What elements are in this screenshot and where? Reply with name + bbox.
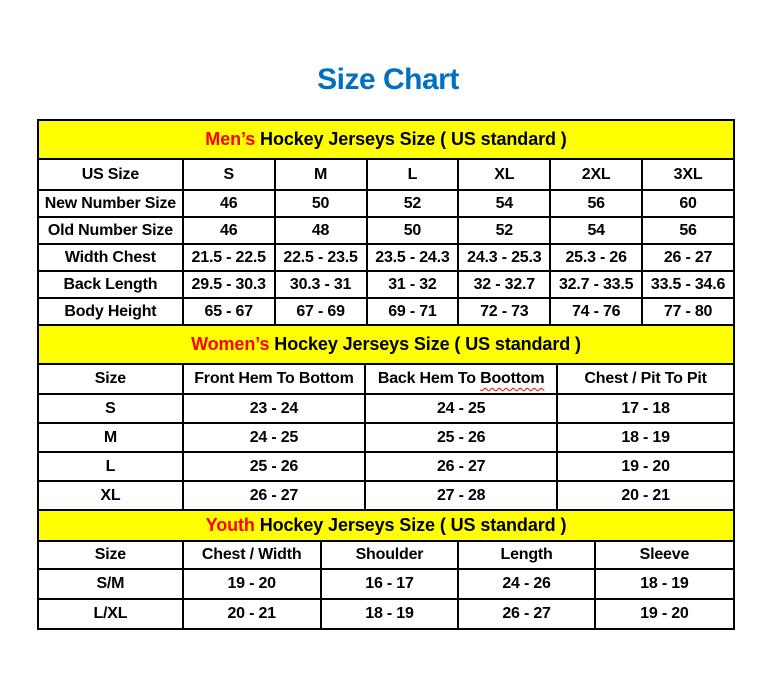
mens-table-row <box>38 271 734 298</box>
row-label: S/M <box>38 569 183 599</box>
mens-column-header: XL <box>458 159 550 190</box>
womens-size-table <box>37 324 735 511</box>
table-cell: 50 <box>275 190 367 217</box>
mens-size-table <box>37 119 735 326</box>
womens-banner-accent: Women’s <box>191 334 270 354</box>
mens-column-header: L <box>367 159 459 190</box>
womens-column-header: Front Hem To Bottom <box>183 364 365 394</box>
womens-banner-text: Hockey Jerseys Size ( US standard ) <box>269 334 581 354</box>
table-cell: 17 - 18 <box>557 394 734 423</box>
row-label: L <box>38 452 183 481</box>
table-cell: 56 <box>550 190 642 217</box>
womens-table-row <box>38 452 734 481</box>
table-cell: 52 <box>367 190 459 217</box>
youth-column-header: Size <box>38 541 183 569</box>
row-label: S <box>38 394 183 423</box>
youth-column-header: Length <box>458 541 594 569</box>
table-cell: 23.5 - 24.3 <box>367 244 459 271</box>
womens-column-header <box>365 364 557 394</box>
table-cell: 31 - 32 <box>367 271 459 298</box>
womens-column-header: Chest / Pit To Pit <box>557 364 734 394</box>
table-cell: 67 - 69 <box>275 298 367 325</box>
table-cell: 19 - 20 <box>557 452 734 481</box>
womens-table-row <box>38 394 734 423</box>
size-tables-container <box>37 119 735 630</box>
row-label: M <box>38 423 183 452</box>
womens-header-row <box>38 364 734 394</box>
table-cell: 21.5 - 22.5 <box>183 244 275 271</box>
youth-banner <box>38 510 734 541</box>
table-cell: 26 - 27 <box>642 244 734 271</box>
table-cell: 26 - 27 <box>365 452 557 481</box>
table-cell: 50 <box>367 217 459 244</box>
womens-column-header: Size <box>38 364 183 394</box>
mens-column-header: US Size <box>38 159 183 190</box>
table-cell: 32.7 - 33.5 <box>550 271 642 298</box>
womens-banner <box>38 325 734 364</box>
youth-column-header: Shoulder <box>321 541 459 569</box>
youth-banner-text: Hockey Jerseys Size ( US standard ) <box>254 515 567 535</box>
youth-column-header: Sleeve <box>595 541 734 569</box>
youth-table-row <box>38 599 734 629</box>
row-label: Back Length <box>38 271 183 298</box>
table-cell: 46 <box>183 190 275 217</box>
table-cell: 32 - 32.7 <box>458 271 550 298</box>
table-cell: 60 <box>642 190 734 217</box>
youth-column-header: Chest / Width <box>183 541 321 569</box>
header-text: Back Hem To <box>377 370 481 387</box>
table-cell: 25 - 26 <box>365 423 557 452</box>
table-cell: 18 - 19 <box>557 423 734 452</box>
womens-table-row <box>38 423 734 452</box>
table-cell: 20 - 21 <box>557 481 734 510</box>
table-cell: 26 - 27 <box>183 481 365 510</box>
row-label: New Number Size <box>38 190 183 217</box>
youth-banner-row <box>38 510 734 541</box>
mens-column-header: 3XL <box>642 159 734 190</box>
mens-banner-accent: Men’s <box>205 129 256 149</box>
table-cell: 74 - 76 <box>550 298 642 325</box>
mens-table-row <box>38 217 734 244</box>
row-label: Width Chest <box>38 244 183 271</box>
table-cell: 30.3 - 31 <box>275 271 367 298</box>
table-cell: 24 - 25 <box>365 394 557 423</box>
table-cell: 54 <box>458 190 550 217</box>
womens-banner-row <box>38 325 734 364</box>
mens-table-row <box>38 190 734 217</box>
table-cell: 18 - 19 <box>595 569 734 599</box>
table-cell: 18 - 19 <box>321 599 459 629</box>
table-cell: 24.3 - 25.3 <box>458 244 550 271</box>
table-cell: 25.3 - 26 <box>550 244 642 271</box>
table-cell: 24 - 25 <box>183 423 365 452</box>
table-cell: 19 - 20 <box>595 599 734 629</box>
table-cell: 23 - 24 <box>183 394 365 423</box>
table-cell: 72 - 73 <box>458 298 550 325</box>
table-cell: 24 - 26 <box>458 569 594 599</box>
table-cell: 54 <box>550 217 642 244</box>
table-cell: 46 <box>183 217 275 244</box>
table-cell: 77 - 80 <box>642 298 734 325</box>
youth-banner-accent: Youth <box>205 515 255 535</box>
table-cell: 26 - 27 <box>458 599 594 629</box>
row-label: L/XL <box>38 599 183 629</box>
table-cell: 16 - 17 <box>321 569 459 599</box>
page-title: Size Chart <box>317 63 459 96</box>
table-cell: 22.5 - 23.5 <box>275 244 367 271</box>
table-cell: 56 <box>642 217 734 244</box>
youth-size-table <box>37 509 735 630</box>
table-cell: 29.5 - 30.3 <box>183 271 275 298</box>
mens-column-header: S <box>183 159 275 190</box>
youth-header-row <box>38 541 734 569</box>
mens-column-header: 2XL <box>550 159 642 190</box>
row-label: Body Height <box>38 298 183 325</box>
table-cell: 69 - 71 <box>367 298 459 325</box>
mens-banner-text: Hockey Jerseys Size ( US standard ) <box>255 129 567 149</box>
table-cell: 19 - 20 <box>183 569 321 599</box>
mens-header-row <box>38 159 734 190</box>
mens-column-header: M <box>275 159 367 190</box>
table-cell: 25 - 26 <box>183 452 365 481</box>
mens-table-row <box>38 298 734 325</box>
misspelled-word: Boottom <box>480 370 545 387</box>
mens-banner-row <box>38 120 734 159</box>
table-cell: 27 - 28 <box>365 481 557 510</box>
table-cell: 65 - 67 <box>183 298 275 325</box>
youth-table-row <box>38 569 734 599</box>
row-label: Old Number Size <box>38 217 183 244</box>
mens-banner <box>38 120 734 159</box>
womens-table-row <box>38 481 734 510</box>
table-cell: 20 - 21 <box>183 599 321 629</box>
table-cell: 33.5 - 34.6 <box>642 271 734 298</box>
table-cell: 52 <box>458 217 550 244</box>
mens-table-row <box>38 244 734 271</box>
table-cell: 48 <box>275 217 367 244</box>
row-label: XL <box>38 481 183 510</box>
